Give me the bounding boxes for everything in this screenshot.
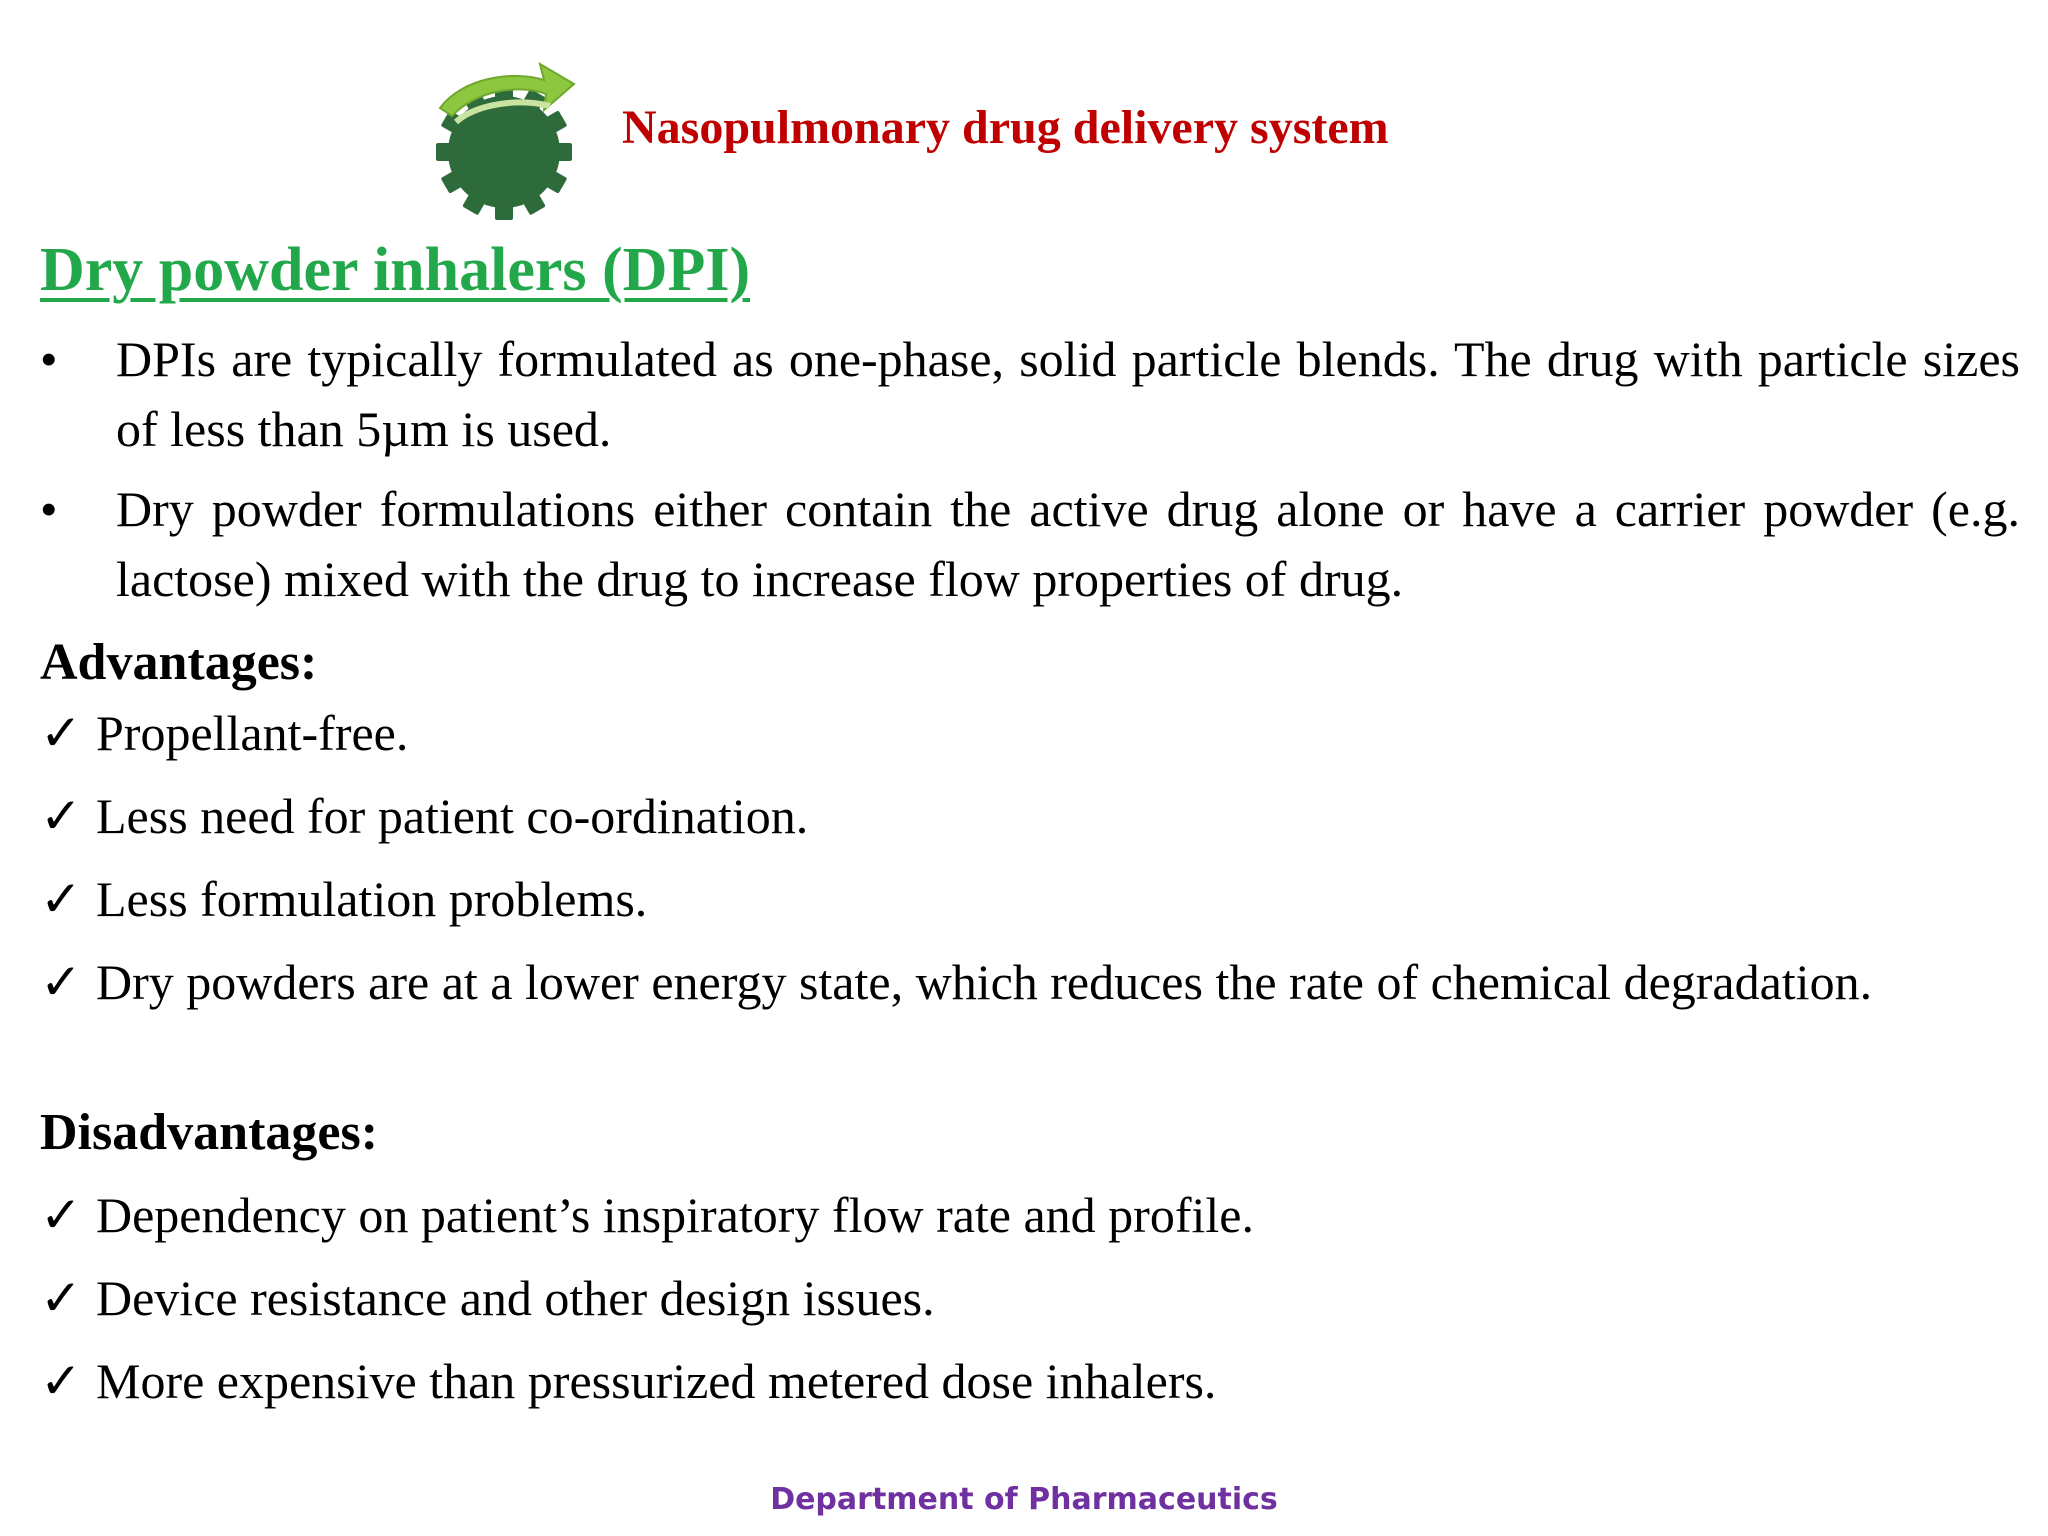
advantages-heading: Advantages: — [40, 634, 318, 691]
disadvantages-list — [40, 1180, 1960, 1429]
checkmark-icon: ✓ — [40, 788, 82, 844]
checkmark-icon: ✓ — [40, 1353, 82, 1409]
advantage-text: Propellant-free. — [96, 705, 409, 761]
disadvantage-item — [40, 1346, 1960, 1416]
checkmark-icon: ✓ — [40, 871, 82, 927]
disadvantage-text: Device resistance and other design issues. — [96, 1270, 935, 1326]
bullet-text: DPIs are typically formulated as one-phase, solid particle blends. The drug with particle sizes of less than 5µm is used. — [116, 331, 2020, 457]
gear-leaf-arrow-logo-icon — [432, 50, 582, 220]
disadvantage-item — [40, 1180, 1960, 1250]
bullet-symbol: • — [40, 331, 58, 387]
bullet-symbol: • — [40, 481, 58, 537]
advantage-text: Less formulation problems. — [96, 871, 648, 927]
disadvantage-text: More expensive than pressurized metered dose inhalers. — [96, 1353, 1217, 1409]
advantage-item — [40, 947, 1984, 1017]
disadvantages-heading: Disadvantages: — [40, 1104, 379, 1161]
advantage-text: Less need for patient co-ordination. — [96, 788, 809, 844]
advantage-text: Dry powders are at a lower energy state, which reduces the rate of chemical degradation. — [96, 954, 1873, 1010]
advantage-item — [40, 781, 1960, 851]
advantage-item — [40, 698, 1960, 768]
bullet-text: Dry powder formulations either contain the active drug alone or have a carrier powder (e.g. lactose) mixed with the drug to increase flow properties of drug. — [116, 481, 2020, 607]
advantages-list — [40, 698, 1960, 1030]
bullet-item — [40, 324, 2020, 464]
intro-bullet-list — [40, 324, 2020, 624]
checkmark-icon: ✓ — [40, 1270, 82, 1326]
checkmark-icon: ✓ — [40, 954, 82, 1010]
footer-department: Department of Pharmaceutics — [770, 1482, 1278, 1517]
section-heading: Dry powder inhalers (DPI) — [40, 236, 751, 304]
disadvantage-item — [40, 1263, 1960, 1333]
bullet-item — [40, 474, 2020, 614]
checkmark-icon: ✓ — [40, 1187, 82, 1243]
checkmark-icon: ✓ — [40, 705, 82, 761]
disadvantage-text: Dependency on patient’s inspiratory flow rate and profile. — [96, 1187, 1254, 1243]
advantage-item — [40, 864, 1960, 934]
header-title: Nasopulmonary drug delivery system — [622, 101, 1389, 154]
